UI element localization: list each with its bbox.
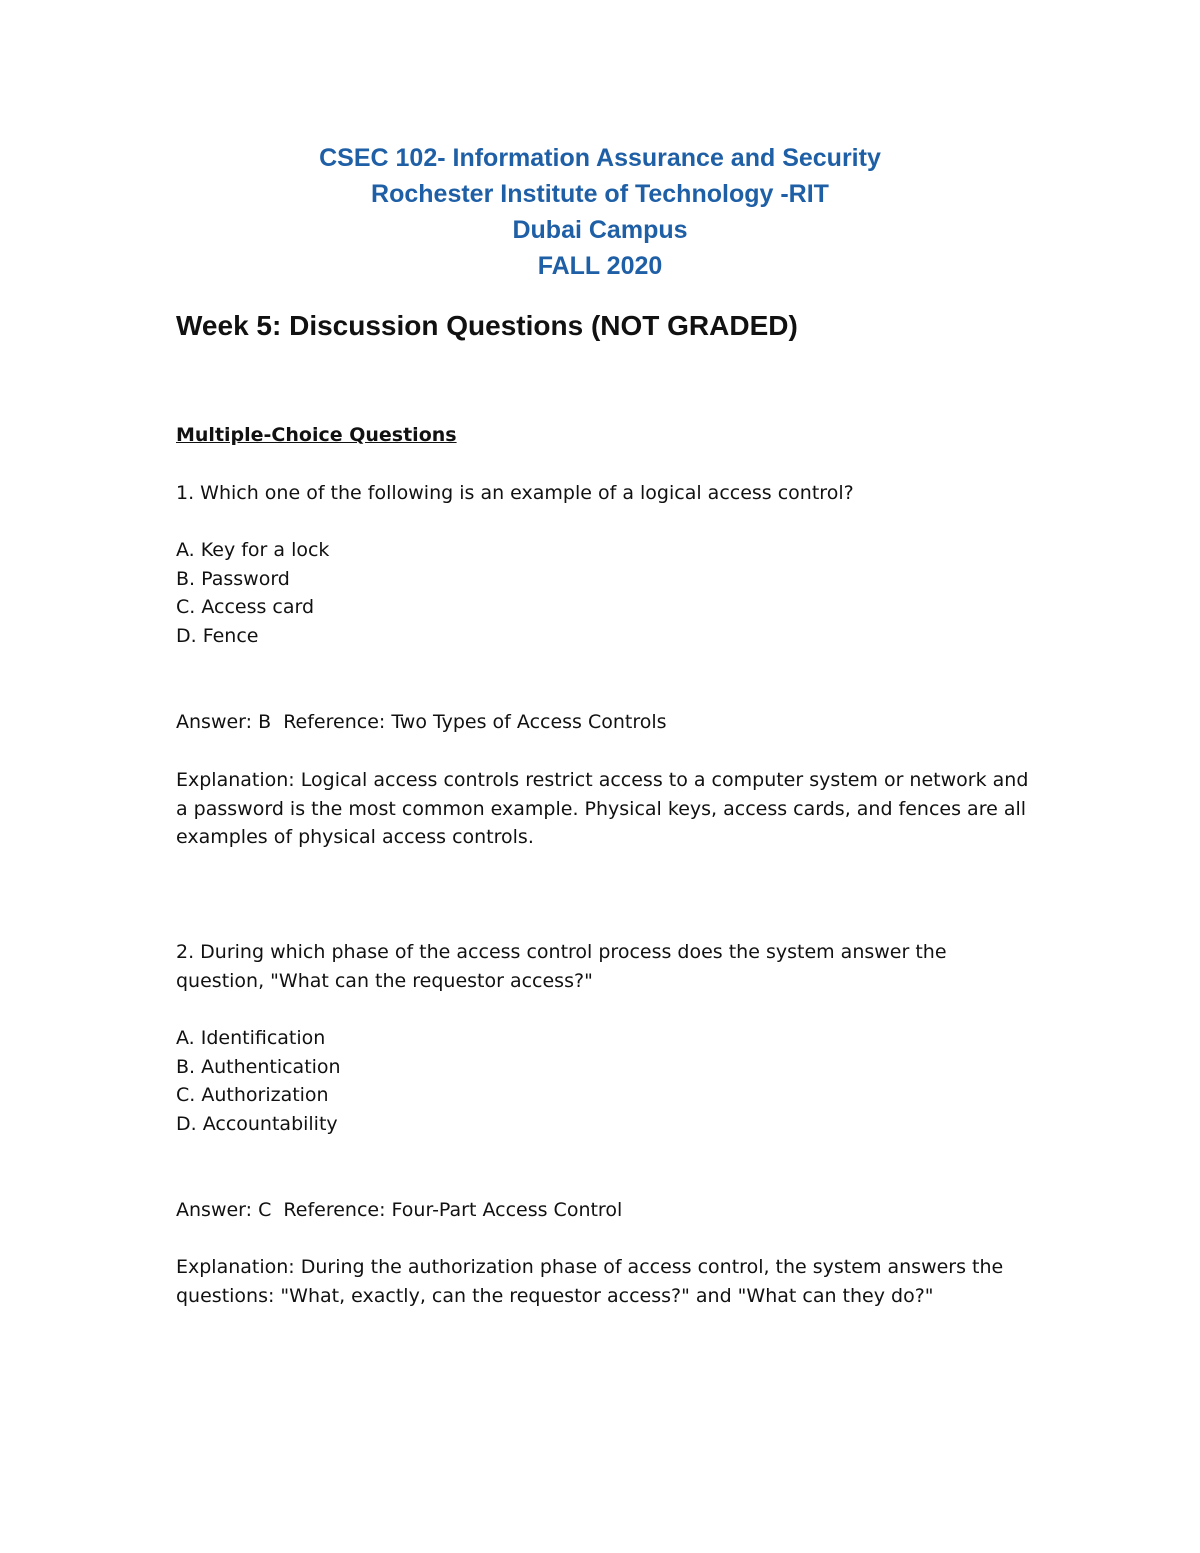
question-2-answer: Answer: C Reference: Four-Part Access Control [176, 1199, 623, 1221]
question-2-explanation: Explanation: During the authorization phase of access control, the system answers the questions: "What, exactly, can the requestor access?" and "What can they do?" [176, 1256, 1004, 1307]
question-1-explanation: Explanation: Logical access controls restrict access to a computer system or network and a password is the most common example. Physical keys, access cards, and fences are all examples of physical access controls. [176, 769, 1029, 848]
campus-name: Dubai Campus [512, 216, 688, 244]
question-2-options [176, 1024, 1036, 1138]
question-1-text: 1. Which one of the following is an example of a logical access control? [176, 482, 854, 504]
term-label: FALL 2020 [537, 252, 663, 280]
option-b: B. Password [176, 567, 290, 590]
question-1-answer: Answer: B Reference: Two Types of Access Controls [176, 711, 667, 733]
institution-name: Rochester Institute of Technology -RIT [371, 180, 829, 208]
option-b: B. Authentication [176, 1055, 341, 1078]
option-d: D. Accountability [176, 1112, 338, 1135]
course-header [0, 140, 1200, 284]
question-2-text: 2. During which phase of the access control process does the system answer the question, "What can the requestor access?" [176, 941, 947, 992]
page-title: Week 5: Discussion Questions (NOT GRADED) [176, 310, 798, 341]
course-title: CSEC 102- Information Assurance and Security [319, 144, 881, 172]
option-c: C. Authorization [176, 1084, 329, 1106]
option-c: C. Access card [176, 596, 315, 618]
option-a: A. Key for a lock [176, 539, 330, 561]
question-1-options [176, 536, 1036, 650]
option-a: A. Identification [176, 1027, 326, 1049]
section-heading: Multiple-Choice Questions [176, 424, 457, 446]
option-d: D. Fence [176, 624, 259, 647]
